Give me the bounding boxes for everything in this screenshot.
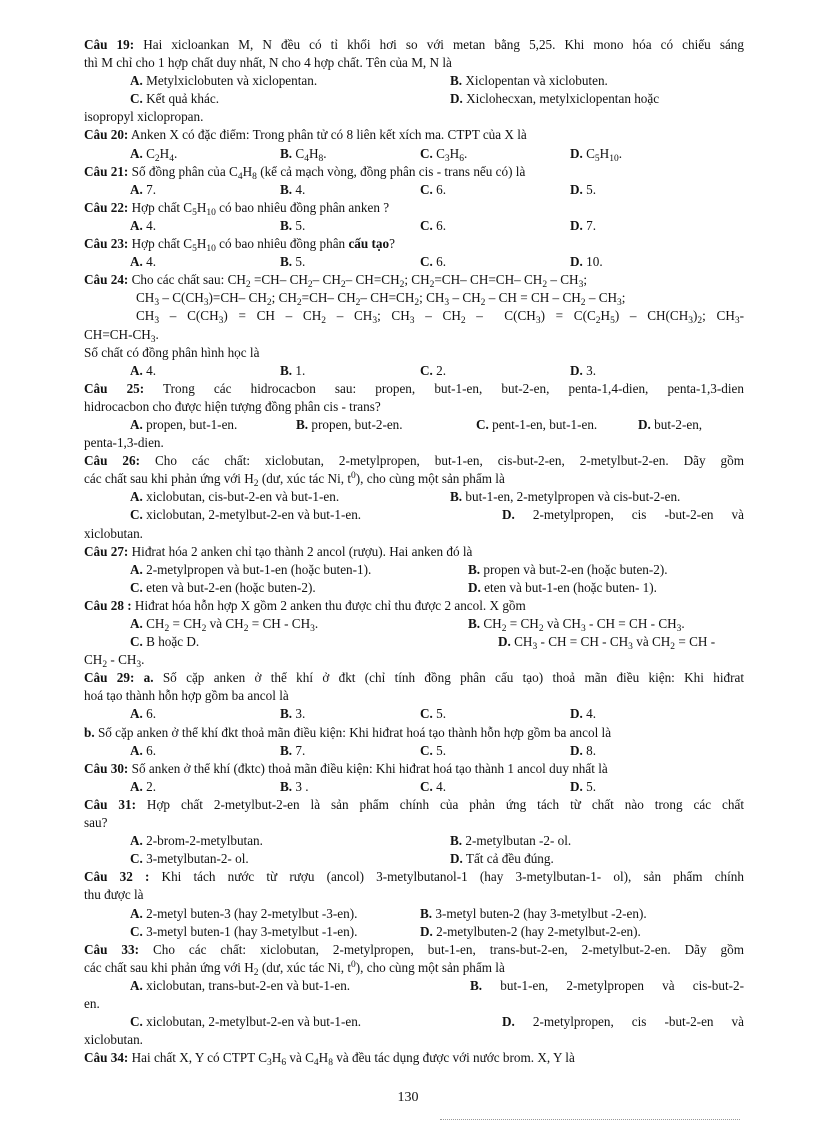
option-b: B. 3-metyl buten-2 (hay 3-metylbut -2-en). — [420, 905, 647, 921]
question-22: Câu 22: Hợp chất $C_5H_{10}$ có bao nhiêu đồng phân anken ? A. 4. B. 5. C. 6. D. 7. — [84, 199, 744, 235]
option-b: B. propen, but-2-en. — [296, 416, 403, 432]
option-d: D. Xiclohecxan, metylxiclopentan hoặc — [450, 91, 660, 107]
option-b: B. 5. — [280, 217, 306, 233]
option-d: D. eten và but-1-en (hoặc buten- 1). — [468, 579, 657, 595]
option-b: B. 3 . — [280, 778, 309, 794]
option-d: D. 2-metylbuten-2 (hay 2-metylbut-2-en). — [420, 923, 641, 939]
option-d-continued: xiclobutan. — [84, 1032, 143, 1048]
option-c: C. 2. — [420, 362, 447, 378]
option-c: C. Kết quả khác. — [130, 91, 219, 107]
answer-options — [84, 832, 744, 868]
option-a: A. 4. — [130, 362, 157, 378]
question-20: Câu 20: Anken X có đặc điểm: Trong phân tử có 8 liên kết xích ma. CTPT của X là A. $C_2H_4$. B. $C_4H_8$. C. $C_3H_6$. D. $C_5H_{10}$. — [84, 126, 744, 162]
question-label: Câu 26: — [84, 453, 140, 469]
option-c: C. 6. — [420, 181, 447, 197]
option-d: D. 5. — [570, 778, 597, 794]
option-c: C. xiclobutan, 2-metylbut-2-en và but-1-en. — [130, 1014, 362, 1030]
question-label: Câu 24: — [84, 272, 129, 288]
question-label: Câu 25: — [84, 380, 145, 396]
option-b: B. 1. — [280, 362, 306, 378]
formula-list: Câu 24: Cho các chất sau: $CH_2 =CH-$ $CH_2-$ $CH_2-$ $CH=CH_2$; $CH_2=CH-$ CH=CH– $CH_2 - CH_3$; — [84, 272, 587, 291]
option-a: A. Metylxiclobuten và xiclopentan. — [130, 73, 318, 89]
question-21: Câu 21: Số đồng phân của $C_4H_8$ (kể cả mạch vòng, đồng phân cis - trans nếu có) là A. 7. B. 4. C. 6. D. 5. — [84, 163, 744, 199]
option-a: A. 2-metylpropen và but-1-en (hoặc buten-1). — [130, 561, 372, 577]
answer-options — [84, 362, 744, 380]
option-b: B. propen và but-2-en (hoặc buten-2). — [468, 561, 668, 577]
answer-options — [84, 977, 744, 995]
option-d: D. 5. — [570, 181, 597, 197]
question-34: Câu 34: Hai chất X, Y có CTPT $C_3H_6$ và $C_4H_8$ và đều tác dụng được với nước brom. X, Y là — [84, 1050, 575, 1069]
option-c: C. 6. — [420, 254, 447, 270]
answer-options — [84, 905, 744, 941]
option-b: B. Xiclopentan và xiclobuten. — [450, 73, 608, 89]
option-a: A. 7. — [130, 181, 157, 197]
option-a: A. xiclobutan, cis-but-2-en và but-1-en. — [130, 489, 340, 505]
answer-options — [84, 615, 744, 651]
option-a: A. $CH_2 = CH_2$ và $CH_2$ = CH - $CH_3$. — [130, 616, 319, 634]
option-b: B. 5. — [280, 254, 306, 270]
question-label: Câu 33: — [84, 941, 139, 957]
answer-options — [84, 416, 744, 434]
question-32: Câu 32 : Khi tách nước từ rượu (ancol) 3-metylbutanol-1 (hay 3-metylbutan-1- ol), sản phẩm chính thu được là A. 2-metyl buten-3 (hay 2-metylbut -3-en). B. 3-metyl buten-2 (hay 3-metylbut -2-en). C. 3-metyl buten-1 (hay 3-metylbut -1-en). D. 2-metylbuten-2 (hay 2-metylbut-2-en). — [84, 868, 744, 940]
answer-options — [84, 488, 744, 524]
footer-dotted-rule — [440, 1119, 740, 1120]
option-c: C. pent-1-en, but-1-en. — [476, 416, 598, 432]
answer-options-2 — [84, 1013, 744, 1031]
option-d: D. 2-metylpropen, cis -but-2-en và — [502, 1014, 744, 1030]
question-label: Câu 22: — [84, 199, 129, 215]
option-c: C. 4. — [420, 778, 447, 794]
question-label: Câu 30: — [84, 760, 129, 776]
question-29: Câu 29: a. Số cặp anken ở thể khí ở đkt (chỉ tính đồng phân cấu tạo) thoả mãn điều kiện: Khi hiđrat hoá tạo thành hỗn hợp gồm ba ancol là A. 6. B. 3. C. 5. D. 4. b. Số cặp anken ở thể khí đkt thoả mãn điều kiện: Khi hiđrat hoá tạo thành hỗn hợp gồm ba ancol là A. 6. B. 7. C. 5. D. 8. — [84, 669, 744, 759]
option-b: B. 3. — [280, 706, 306, 722]
option-b-continued: en. — [84, 995, 100, 1011]
option-a: A. 6. — [130, 742, 157, 758]
question-24: Câu 24: Cho các chất sau: $CH_2 =CH-$ $CH_2-$ $CH_2-$ $CH=CH_2$; $CH_2=CH-$ CH=CH– $CH_2 - CH_3$; $CH_3 - C(CH_3)=CH-$ $CH_2$; $CH_2=CH-$ $CH_2-$ $CH=CH_2$; $CH_3 - CH_2$ – CH = CH – $CH_2 - CH_3$; $CH_3 - C(CH_3)$ = CH – $CH_2 - CH_3$; $CH_3 - CH_2 - C(CH_3) = C(C_2H_5) - CH(CH_3)_2$; $CH_3-$ $CH=CH-CH_3$. Số chất có đồng phân hình học là A. 4. B. 1. C. 2. D. 3. — [84, 271, 744, 380]
answer-options — [84, 181, 744, 199]
option-a: A. 6. — [130, 706, 157, 722]
question-label: Câu 20: — [84, 127, 129, 143]
option-d: D. 7. — [570, 217, 597, 233]
question-19: Câu 19: Hai xicloankan M, N đều có tỉ khối hơi so với metan bằng 5,25. Khi mono hóa có chiếu sáng thì M chỉ cho 1 hợp chất duy nhất, N cho 4 hợp chất. Tên của M, N là A. Metylxiclobuten và xiclopentan. B. Xiclopentan và xiclobuten. C. Kết quả khác. D. Xiclohecxan, metylxiclopentan hoặc isopropyl xiclopropan. — [84, 36, 744, 126]
option-b: B. 4. — [280, 181, 306, 197]
option-c: C. 6. — [420, 217, 447, 233]
question-label: Câu 31: — [84, 796, 136, 812]
question-label: Câu 34: — [84, 1050, 129, 1066]
answer-options — [84, 145, 744, 163]
answer-options — [84, 217, 744, 235]
question-label: Câu 23: — [84, 236, 129, 252]
page-number: 130 — [397, 1090, 419, 1105]
option-d: D. but-2-en, — [638, 416, 703, 432]
question-label: Câu 29: — [84, 670, 135, 686]
option-b: B. but-1-en, 2-metylpropen và cis-but-2- — [470, 977, 745, 993]
question-25: Câu 25: Trong các hidrocacbon sau: propen, but-1-en, but-2-en, penta-1,4-dien, penta-1,3-dien hidrocacbon cho được hiện tượng đồng phân cis - trans? A. propen, but-1-en. B. propen, but-2-en. C. pent-1-en, but-1-en. D. but-2-en, penta-1,3-dien. — [84, 380, 744, 452]
question-31: Câu 31: Hợp chất 2-metylbut-2-en là sản phẩm chính của phản ứng tách từ chất nào trong các chất sau? A. 2-brom-2-metylbutan. B. 2-metylbutan -2- ol. C. 3-metylbutan-2- ol. D. Tất cả đều đúng. — [84, 796, 744, 868]
option-c: C. 5. — [420, 742, 447, 758]
question-label: Câu 32 : — [84, 869, 150, 885]
option-b: B. $CH_2 = CH_2$ và $CH_3$ - CH = CH - $CH_3$. — [468, 616, 685, 634]
option-c: C. 3-metylbutan-2- ol. — [130, 851, 249, 867]
option-c: C. eten và but-2-en (hoặc buten-2). — [130, 579, 316, 595]
option-b: B. but-1-en, 2-metylpropen và cis-but-2-en. — [450, 489, 681, 505]
question-33: Câu 33: Cho các chất: xiclobutan, 2-metylpropen, but-1-en, trans-but-2-en, 2-metylbut-2-en. Dãy gồm các chất sau khi phản ứng với $H_2$ (dư, xúc tác Ni, $t^0$), cho cùng một sản phẩm là A. xiclobutan, trans-but-2-en và but-1-en. B. but-1-en, 2-metylpropen và cis-but-2- en. C. xiclobutan, 2-metylbut-2-en và but-1-en. D. 2-metylpropen, cis -but-2-en và xiclobutan. — [84, 941, 744, 1050]
question-label: Câu 28 : — [84, 597, 132, 613]
answer-options — [84, 705, 744, 723]
question-label: Câu 19: — [84, 37, 135, 52]
answer-options — [84, 561, 744, 597]
option-d: D. 2-metylpropen, cis -but-2-en và — [502, 507, 744, 523]
option-d-continued: penta-1,3-dien. — [84, 435, 164, 451]
option-c: C. $C_3H_6$. — [420, 145, 468, 164]
option-d-continued: isopropyl xiclopropan. — [84, 109, 204, 125]
answer-options — [84, 72, 744, 108]
option-d: D. $CH_3$ - CH = CH - $CH_3$ và $CH_2$ = CH - — [498, 634, 716, 653]
option-c: C. B hoặc D. — [130, 634, 200, 650]
option-a: A. 4. — [130, 254, 157, 270]
option-a: A. 2-metyl buten-3 (hay 2-metylbut -3-en). — [130, 905, 358, 921]
option-a: A. 4. — [130, 217, 157, 233]
option-d: D. 4. — [570, 706, 597, 722]
option-a: A. 2-brom-2-metylbutan. — [130, 833, 263, 849]
option-d-continued: xiclobutan. — [84, 525, 143, 541]
option-a: A. propen, but-1-en. — [130, 416, 238, 432]
option-c: C. 5. — [420, 706, 447, 722]
question-27: Câu 27: Hiđrat hóa 2 anken chỉ tạo thành 2 ancol (rượu). Hai anken đó là A. 2-metylpropen và but-1-en (hoặc buten-1). B. propen và but-2-en (hoặc buten-2). C. eten và but-2-en (hoặc buten-2). D. eten và but-1-en (hoặc buten- 1). — [84, 543, 744, 597]
option-c: C. xiclobutan, 2-metylbut-2-en và but-1-en. — [130, 507, 362, 523]
answer-options — [84, 778, 744, 796]
option-a: A. xiclobutan, trans-but-2-en và but-1-en. — [130, 977, 351, 993]
question-26: Câu 26: Cho các chất: xiclobutan, 2-metylpropen, but-1-en, cis-but-2-en, 2-metylbut-2-en. Dãy gồm các chất sau khi phản ứng với $H_2$ (dư, xúc tác Ni, $t^0$), cho cùng một sản phẩm là A. xiclobutan, cis-but-2-en và but-1-en. B. but-1-en, 2-metylpropen và cis-but-2-en. C. xiclobutan, 2-metylbut-2-en và but-1-en. D. 2-metylpropen, cis -but-2-en và xiclobutan. — [84, 452, 744, 542]
question-28: Câu 28 : Hiđrat hóa hỗn hợp X gồm 2 anken thu được chỉ thu được 2 ancol. X gồm A. $CH_2 = CH_2$ và $CH_2$ = CH - $CH_3$. B. $CH_2 = CH_2$ và $CH_3$ - CH = CH - $CH_3$. C. B hoặc D. D. $CH_3$ - CH = CH - $CH_3$ và $CH_2$ = CH - $CH_2 - CH_3$. — [84, 597, 744, 669]
answer-options — [84, 253, 744, 271]
question-30: Câu 30: Số anken ở thể khí (đktc) thoả mãn điều kiện: Khi hiđrat hoá tạo thành 1 ancol duy nhất là A. 2. B. 3 . C. 4. D. 5. — [84, 760, 744, 796]
option-d: D. $C_5H_{10}$. — [570, 145, 622, 164]
option-c: C. 3-metyl buten-1 (hay 3-metylbut -1-en). — [130, 923, 358, 939]
option-a: A. $C_2H_4$. — [130, 145, 178, 164]
option-d: D. 8. — [570, 742, 597, 758]
option-b: B. 2-metylbutan -2- ol. — [450, 833, 572, 849]
question-23: Câu 23: Hợp chất $C_5H_{10}$ có bao nhiêu đồng phân cấu tạo? A. 4. B. 5. C. 6. D. 10. — [84, 235, 744, 271]
question-label: Câu 27: — [84, 543, 129, 559]
answer-options-b — [84, 742, 744, 760]
option-d: D. 3. — [570, 362, 597, 378]
document-page — [84, 36, 744, 1067]
question-label: Câu 21: — [84, 163, 129, 179]
option-d-continued: $CH_2 - CH_3$. — [84, 652, 145, 671]
option-b: B. 7. — [280, 742, 306, 758]
option-a: A. 2. — [130, 778, 157, 794]
option-b: B. $C_4H_8$. — [280, 145, 327, 164]
option-d: D. 10. — [570, 254, 603, 270]
option-d: D. Tất cả đều đúng. — [450, 851, 554, 867]
